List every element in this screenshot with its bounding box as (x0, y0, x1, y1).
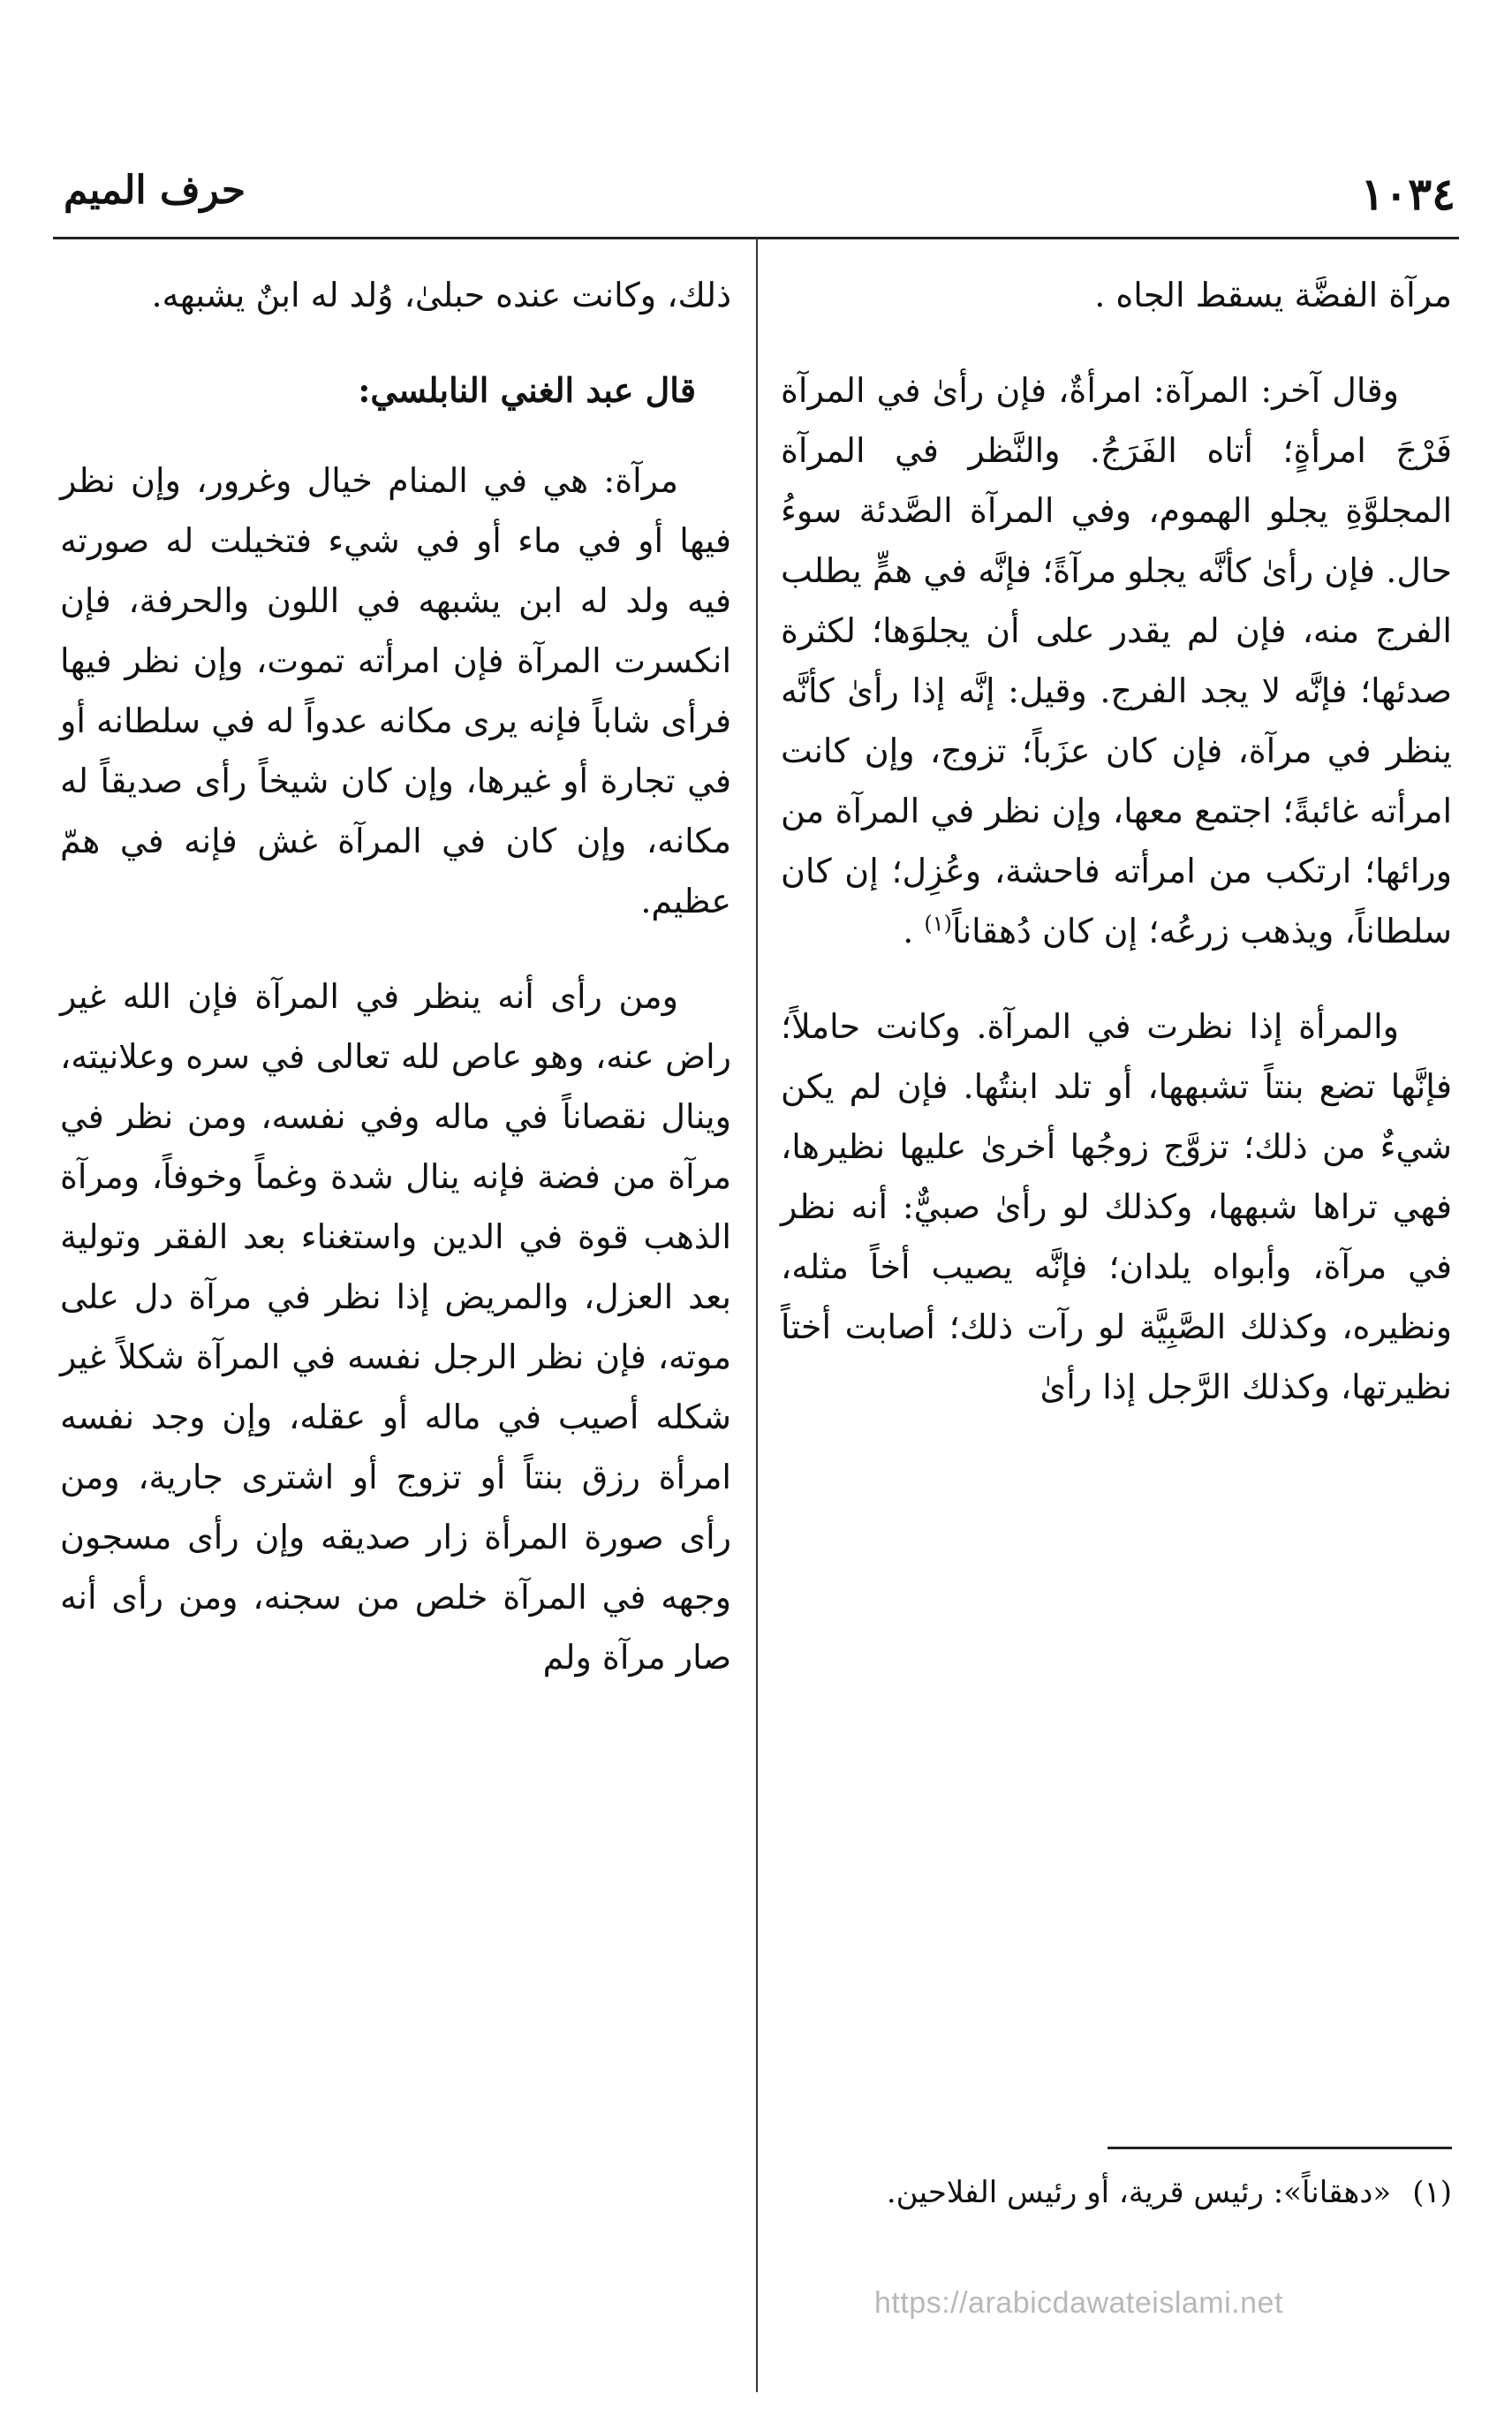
column-divider (756, 237, 758, 2392)
section-heading: قال عبد الغني النابلسي: (358, 370, 696, 410)
footnote (781, 2166, 1452, 2219)
paragraph-text: وقال آخر: المرآة: امرأةٌ، فإن رأىٰ في المرآة فَرْجَ امرأةٍ؛ أتاه الفَرَجُ. والنَّظر في المرآة المجلوَّةِ يجلو الهموم، وفي المرآة الصَّدئة سوءُ حال. فإن رأىٰ كأنَّه يجلو مرآةً؛ فإنَّه في همٍّ يطلب الفرج منه، فإن لم يقدر على أن يجلوَها؛ لكثرة صدئها؛ فإنَّه لا يجد الفرج. وقيل: إنَّه إذا رأىٰ كأنَّه ينظر في مرآة، فإن كان عزَباً؛ تزوج، وإن كانت امرأته غائبةً؛ اجتمع معها، وإن نظر في المرآة من ورائها؛ ارتكب من امرأته فاحشة، وعُزِل؛ إن كان سلطاناً، ويذهب زرعُه؛ إن كان دُهقاناً (781, 371, 1452, 951)
paragraph-end: . (903, 912, 925, 951)
footnote-number: (١) (1412, 2175, 1452, 2210)
watermark-url[interactable]: https://arabicdawateislami.net (874, 2286, 1283, 2320)
footnote-text: «دهقاناً»: رئيس قرية، أو رئيس الفلاحين. (886, 2175, 1392, 2210)
paragraph: ومن رأى أنه ينظر في المرآة فإن الله غير راض عنه، وهو عاص لله تعالى في سره وعلانيته، وينال نقصاناً في ماله وفي نفسه، ومن نظر في مرآة من فضة فإنه ينال شدة وغماً وخوفاً، ومرآة الذهب قوة في الدين واستغناء بعد الفقر وتولية بعد العزل، والمريض إذا نظر في مرآة دل على موته، فإن نظر الرجل نفسه في المرآة شكلاً غير شكله أصيب في ماله أو عقله، وإن وجد نفسه امرأة رزق بنتاً أو تزوج أو اشترى جارية، ومن رأى صورة المرأة زار صديقه وإن رأى مسجون وجهه في المرآة خلص من سجنه، ومن رأى أنه صار مرآة ولم (60, 977, 731, 1677)
footnote-reference[interactable]: (١) (924, 911, 952, 936)
paragraph: ذلك، وكانت عنده حبلىٰ، وُلد له ابنٌ يشبهه. (151, 276, 731, 314)
running-title: حرف الميم (64, 168, 246, 213)
paragraph (781, 360, 1452, 961)
paragraph: مرآة الفضَّة يسقط الجاه . (1094, 276, 1452, 314)
page-number: ١٠٣٤ (1360, 168, 1455, 220)
left-column (60, 265, 731, 1723)
paragraph: والمرأة إذا نظرت في المرآة. وكانت حاملاً؛ فإنَّها تضع بنتاً تشبهها، أو تلد ابنتُها. فإن لم يكن شيءٌ من ذلك؛ تزوَّج زوجُها أخرىٰ عليها نظيرها، فهي تراها شبهها، وكذلك لو رأىٰ صبيٌّ: أنه نظر في مرآة، وأبواه يلدان؛ فإنَّه يصيب أخاً مثله، ونظيره، وكذلك الصَّبِيَّة لو رآت ذلك؛ أصابت أختاً نظيرتها، وكذلك الرَّجل إذا رأىٰ (781, 1007, 1452, 1406)
footnote-rule (1108, 2147, 1452, 2149)
paragraph: مرآة: هي في المنام خيال وغرور، وإن نظر فيها أو في ماء أو في شيء فتخيلت له صورته فيه ولد له ابن يشبهه في اللون والحرفة، فإن انكسرت المرآة فإن امرأته تموت، وإن نظر فيها فرأى شاباً فإنه يرى مكانه عدواً له في سلطانه أو في تجارة أو غيرها، وإن كان شيخاً رأى صديقاً له مكانه، وإن كان في المرآة غش فإنه في همّ عظيم. (60, 461, 731, 920)
right-column (781, 265, 1452, 1452)
